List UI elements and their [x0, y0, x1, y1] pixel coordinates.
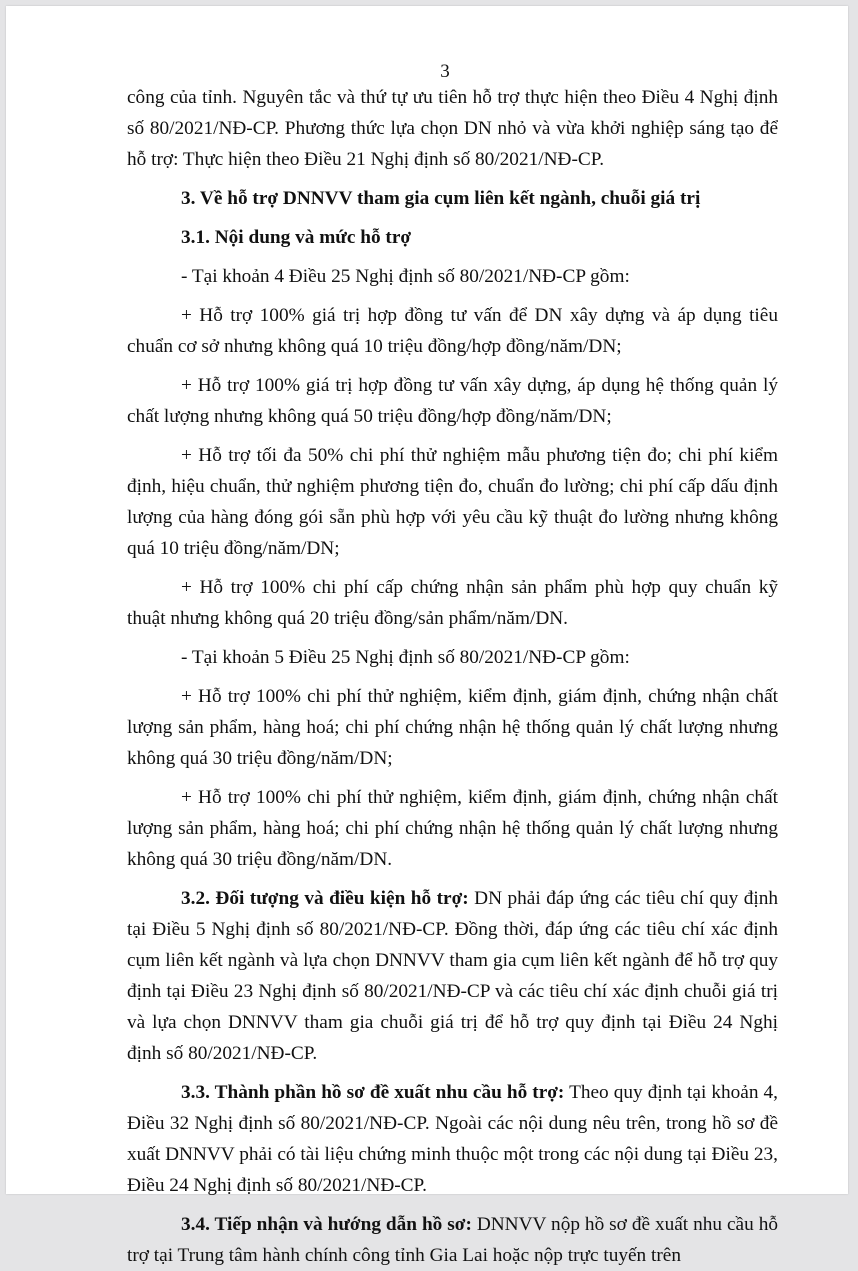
section-3-heading: 3. Về hỗ trợ DNNVV tham gia cụm liên kết ngành, chuỗi giá trị [181, 188, 701, 209]
section-3-3 [127, 1077, 778, 1201]
khoan-4-item: + Hỗ trợ 100% giá trị hợp đồng tư vấn để DN xây dựng và áp dụng tiêu chuẩn cơ sở nhưng không quá 10 triệu đồng/hợp đồng/năm/DN; [127, 305, 778, 357]
document-body [127, 82, 778, 1271]
khoan-4-item: + Hỗ trợ 100% giá trị hợp đồng tư vấn xây dựng, áp dụng hệ thống quản lý chất lượng nhưng không quá 50 triệu đồng/hợp đồng/năm/DN; [127, 375, 778, 427]
khoan-4-item: + Hỗ trợ 100% chi phí cấp chứng nhận sản phẩm phù hợp quy chuẩn kỹ thuật nhưng không quá 20 triệu đồng/sản phẩm/năm/DN. [127, 577, 778, 629]
khoan-4-intro: - Tại khoản 4 Điều 25 Nghị định số 80/2021/NĐ-CP gồm: [181, 266, 630, 287]
section-3-3-body: Theo quy định tại khoản 4, Điều 32 Nghị định số 80/2021/NĐ-CP. Ngoài các nội dung nêu trên, trong hồ sơ đề xuất DNNVV phải có tài liệu chứng minh thuộc một trong các nội dung tại Điều 23, Điều 24 Nghị định số 80/2021/NĐ-CP. [127, 1082, 778, 1196]
section-3-4 [127, 1209, 778, 1271]
khoan-4-item: + Hỗ trợ tối đa 50% chi phí thử nghiệm mẫu phương tiện đo; chi phí kiểm định, hiệu chuẩn, thử nghiệm phương tiện đo, chuẩn đo lường; chi phí cấp dấu định lượng của hàng đóng gói sẵn phù hợp với yêu cầu kỹ thuật đo lường nhưng không quá 10 triệu đồng/năm/DN; [127, 445, 778, 559]
section-3-4-body: DNNVV nộp hồ sơ đề xuất nhu cầu hỗ trợ tại Trung tâm hành chính công tỉnh Gia Lai hoặc nộp trực tuyến trên [127, 1214, 778, 1266]
section-3-4-heading: 3.4. Tiếp nhận và hướng dẫn hồ sơ: [181, 1214, 472, 1235]
section-3-2-body: DN phải đáp ứng các tiêu chí quy định tại Điều 5 Nghị định số 80/2021/NĐ-CP. Đồng thời, đáp ứng các tiêu chí xác định cụm liên kết ngành và lựa chọn DNNVV tham gia cụm liên kết ngành để hỗ trợ quy định tại Điều 23 Nghị định số 80/2021/NĐ-CP và các tiêu chí xác định chuỗi giá trị và lựa chọn DNNVV tham gia chuỗi giá trị để hỗ trợ quy định tại Điều 24 Nghị định số 80/2021/NĐ-CP. [127, 888, 779, 1064]
khoan-5-intro: - Tại khoản 5 Điều 25 Nghị định số 80/2021/NĐ-CP gồm: [181, 647, 630, 668]
section-3-1-heading: 3.1. Nội dung và mức hỗ trợ [181, 227, 412, 248]
document-page [6, 6, 848, 1266]
paragraph-intro: công của tỉnh. Nguyên tắc và thứ tự ưu tiên hỗ trợ thực hiện theo Điều 4 Nghị định số 80/2021/NĐ-CP. Phương thức lựa chọn DN nhỏ và vừa khởi nghiệp sáng tạo để hỗ trợ: Thực hiện theo Điều 21 Nghị định số 80/2021/NĐ-CP. [127, 87, 778, 170]
section-3-3-heading: 3.3. Thành phần hồ sơ đề xuất nhu cầu hỗ trợ: [181, 1082, 565, 1103]
khoan-5-item: + Hỗ trợ 100% chi phí thử nghiệm, kiểm định, giám định, chứng nhận chất lượng sản phẩm, hàng hoá; chi phí chứng nhận hệ thống quản lý chất lượng nhưng không quá 30 triệu đồng/năm/DN. [127, 787, 778, 870]
section-3-2-heading: 3.2. Đối tượng và điều kiện hỗ trợ: [181, 888, 469, 909]
section-3-2 [127, 883, 778, 1069]
khoan-5-item: + Hỗ trợ 100% chi phí thử nghiệm, kiểm định, giám định, chứng nhận chất lượng sản phẩm, hàng hoá; chi phí chứng nhận hệ thống quản lý chất lượng nhưng không quá 30 triệu đồng/năm/DN; [127, 686, 778, 769]
page-number: 3 [440, 61, 450, 82]
